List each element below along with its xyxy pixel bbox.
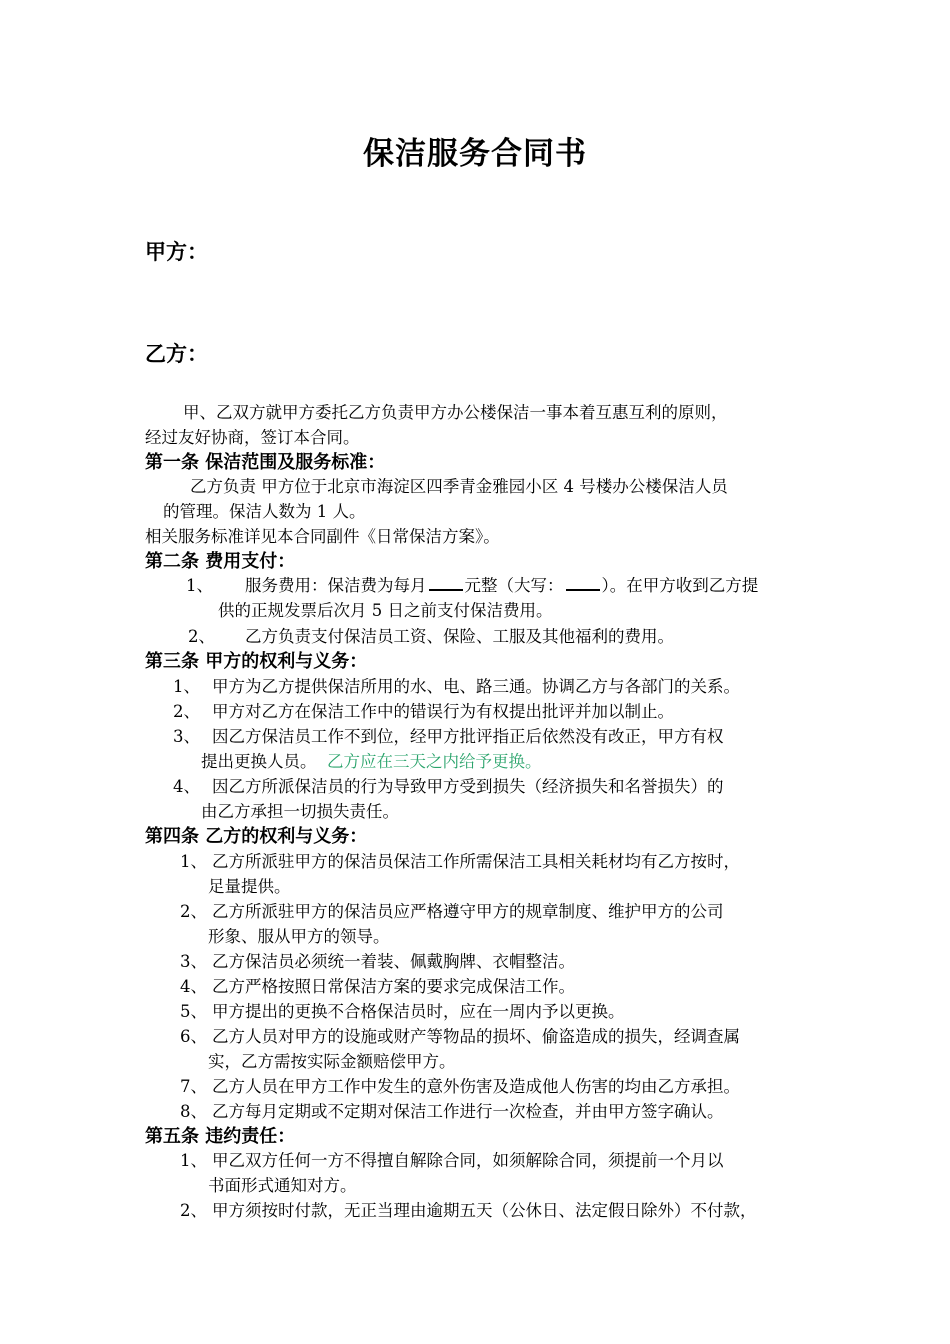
party-a-label: 甲方：: [145, 240, 208, 264]
section-3-heading: 第三条 甲方的权利与义务：: [145, 651, 368, 672]
section-4-heading: 第四条 乙方的权利与义务：: [145, 826, 368, 847]
s3-item-4-line-2: 由乙方承担一切损失责任。: [201, 802, 399, 821]
intro-line-2: 经过友好协商，签订本合同。: [145, 428, 360, 447]
s4-item-7-number: 7、: [180, 1077, 207, 1096]
s4-item-7-text: 乙方人员在甲方工作中发生的意外伤害及造成他人伤害的均由乙方承担。: [212, 1077, 740, 1096]
intro-line-1: 甲、乙双方就甲方委托乙方负责甲方办公楼保洁一事本着互惠互利的原则，: [183, 403, 728, 422]
section-1-heading: 第一条 保洁范围及服务标准：: [145, 452, 386, 473]
s4-item-2-number: 2、: [180, 902, 207, 921]
s4-item-6-line-2: 实，乙方需按实际金额赔偿甲方。: [208, 1052, 456, 1071]
section-1-text-1: 乙方负责 甲方位于北京市海淀区四季青金雅园小区 4 号楼办公楼保洁人员: [190, 477, 728, 496]
s5-item-1-text: 甲乙双方任何一方不得擅自解除合同，如须解除合同，须提前一个月以: [212, 1151, 724, 1170]
s2-item-2-number: 2、: [188, 627, 215, 646]
s4-item-3-text: 乙方保洁员必须统一着装、佩戴胸牌、衣帽整洁。: [212, 952, 575, 971]
section-1-standard: 相关服务标准详见本合同副件《日常保洁方案》。: [145, 527, 500, 546]
amount-blank[interactable]: [429, 575, 463, 591]
s4-item-4-text: 乙方严格按照日常保洁方案的要求完成保洁工作。: [212, 977, 575, 996]
s4-item-2-line-2: 形象、服从甲方的领导。: [208, 927, 390, 946]
s2-item-1-text: 服务费用：保洁费为每月 元整（大写： ）。在甲方收到乙方提: [245, 576, 759, 595]
s4-item-5-number: 5、: [180, 1002, 207, 1021]
s2-item-1-line-2: 供的正规发票后次月 5 日之前支付保洁费用。: [218, 601, 553, 620]
s5-item-1-number: 1、: [180, 1151, 207, 1170]
s4-item-3-number: 3、: [180, 952, 207, 971]
s4-item-2-text: 乙方所派驻甲方的保洁员应严格遵守甲方的规章制度、维护甲方的公司: [212, 902, 724, 921]
s3-item-1-number: 1、: [173, 677, 200, 696]
s4-item-4-number: 4、: [180, 977, 207, 996]
s3-item-1-text: 甲方为乙方提供保洁所用的水、电、路三通。协调乙方与各部门的关系。: [212, 677, 740, 696]
s4-item-8-text: 乙方每月定期或不定期对保洁工作进行一次检查，并由甲方签字确认。: [212, 1102, 724, 1121]
s4-item-1-text: 乙方所派驻甲方的保洁员保洁工作所需保洁工具相关耗材均有乙方按时，: [212, 852, 740, 871]
party-b-label: 乙方：: [145, 342, 208, 366]
s4-item-6-text: 乙方人员对甲方的设施或财产等物品的损坏、偷盗造成的损失，经调查属: [212, 1027, 740, 1046]
document-title: 保洁服务合同书: [363, 136, 587, 172]
s5-item-2-text: 甲方须按时付款，无正当理由逾期五天（公休日、法定假日除外）不付款，: [212, 1201, 757, 1220]
s3-item-3-number: 3、: [173, 727, 200, 746]
s3-item-2-number: 2、: [173, 702, 200, 721]
s4-item-1-line-2: 足量提供。: [208, 877, 291, 896]
s4-item-1-number: 1、: [180, 852, 207, 871]
s2-item-2-text: 乙方负责支付保洁员工资、保险、工服及其他福利的费用。: [245, 627, 674, 646]
s4-item-6-number: 6、: [180, 1027, 207, 1046]
s3-item-4-number: 4、: [173, 777, 200, 796]
amount-words-blank[interactable]: [566, 575, 600, 591]
s3-item-4-text: 因乙方所派保洁员的行为导致甲方受到损失（经济损失和名誉损失）的: [212, 777, 724, 796]
section-1-text-2: 的管理。保洁人数为 1 人。: [163, 502, 366, 521]
s4-item-8-number: 8、: [180, 1102, 207, 1121]
s3-item-2-text: 甲方对乙方在保洁工作中的错误行为有权提出批评并加以制止。: [212, 702, 674, 721]
replacement-note: 乙方应在三天之内给予更换。: [327, 752, 542, 771]
section-2-heading: 第二条 费用支付：: [145, 551, 296, 572]
s3-item-3-line-2: 提出更换人员。 乙方应在三天之内给予更换。: [201, 752, 542, 771]
section-5-heading: 第五条 违约责任：: [145, 1126, 296, 1147]
s5-item-2-number: 2、: [180, 1201, 207, 1220]
s4-item-5-text: 甲方提出的更换不合格保洁员时，应在一周内予以更换。: [212, 1002, 625, 1021]
s2-item-1-number: 1、: [186, 576, 213, 595]
s3-item-3-text: 因乙方保洁员工作不到位，经甲方批评指正后依然没有改正，甲方有权: [212, 727, 724, 746]
s5-item-1-line-2: 书面形式通知对方。: [208, 1176, 357, 1195]
